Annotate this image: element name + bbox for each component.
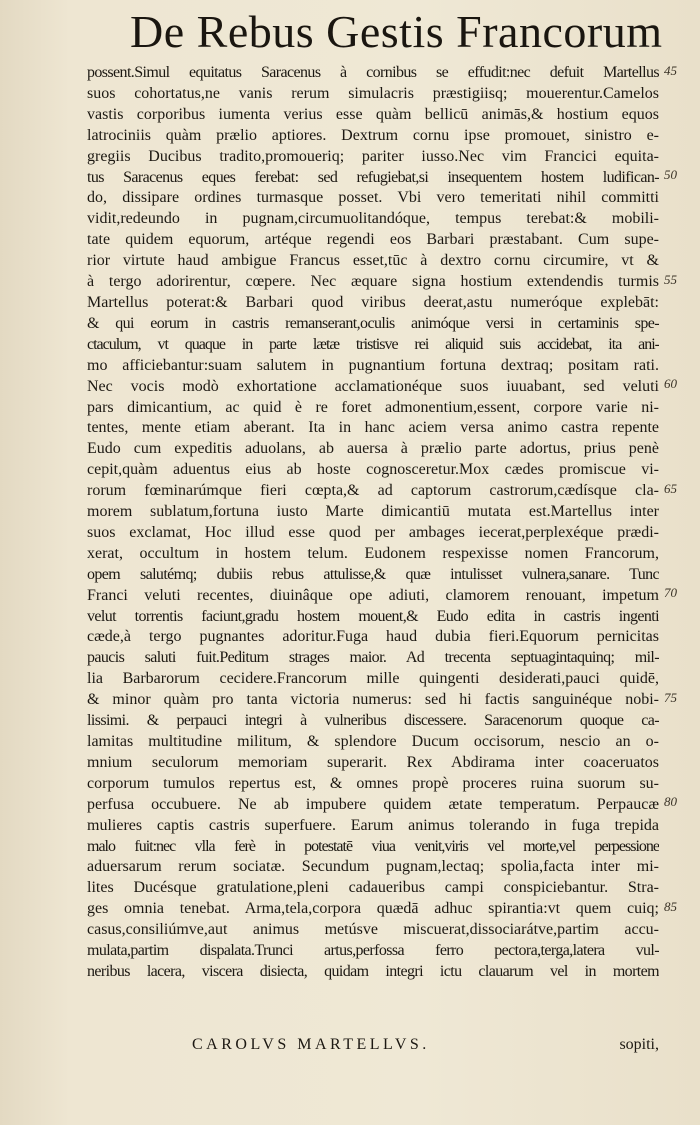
text-line: pars dimicantium, ac quid è re foret admonentium,essent, corpore varie ni- — [87, 398, 659, 416]
text-line: possent.Simul equitatus Saracenus à cornibus se effudit:nec defuit Martellus — [87, 64, 659, 81]
text-line: suos exclamat, Hoc illud esse quod per ambages iecerat,perplexéque prædi- — [87, 523, 659, 541]
text-line: mulata,partim dispalata.Trunci artus,perfossa ferro pectora,terga,latera vul- — [87, 942, 659, 960]
text-line: Eudo cum expeditis aduolans, ab auersa à prælio parte adortus, prius penè — [87, 440, 659, 458]
text-line: suos cohortatus,ne vanis rerum simulacris præstigiisq; mouerentur.Camelos — [87, 84, 659, 102]
text-line: à tergo adorirentur, cœpere. Nec æquare signa hostium extendendis turmis — [87, 273, 659, 291]
text-line: vidit,redeundo in pugnam,circumuolitandóque, tempus terebat:& mobili- — [87, 210, 659, 228]
text-line: perfusa occubuere. Ne ab impubere quidem ætate temperatum. Perpaucæ — [87, 795, 659, 813]
text-line: tus Saracenus eques ferebat: sed refugiebat,si insequentem hostem ludifican- — [87, 168, 659, 186]
margin-line-number: 70 — [664, 585, 677, 600]
margin-line-number: 75 — [664, 690, 677, 705]
text-line: tate quidem equorum, artéque regendi eos Barbari præstabant. Cum supe- — [87, 231, 659, 249]
page-title: De Rebus Gestis Francorum — [130, 6, 663, 57]
text-line: malo fuit:nec vlla ferè in potestatē viua venit,viris vel morte,vel perpessione — [87, 837, 659, 855]
text-line: mulieres captis castris superfuere. Earum animus tolerando in fuga trepida — [87, 816, 659, 834]
text-line: casus,consiliúmve,aut animus metúsve miscuerat,dissociarátve,partim accu- — [87, 921, 659, 939]
text-line: mnium seculorum memoriam superarit. Rex Abdirama inter coaceruatos — [87, 753, 659, 771]
text-line: morem sublatum,fortuna iusto Marte dimicantiū mutata est.Martellus inter — [87, 503, 659, 521]
margin-line-number: 60 — [664, 376, 677, 391]
text-line: velut torrentis faciunt,gradu hostem mouent,& Eudo edita in castris ingenti — [87, 607, 659, 625]
text-line: lia Barbarorum cecidere.Francorum mille quingenti desiderati,pauci quidē, — [87, 670, 659, 688]
text-line: Franci veluti recentes, diuinâque ope adiuti, clamorem renouant, impetum — [87, 586, 659, 604]
margin-line-number: 80 — [664, 794, 677, 809]
text-line: mo afficiebantur:suam salutem in pugnantium fortuna dextraq; positam rati. — [87, 356, 659, 374]
text-line: ctaculum, vt quaque in parte lætæ tristisve rei aliquid suis accidebat, ita ani- — [87, 335, 659, 353]
text-line: opem salutémq; dubiis rebus attulisse,& quæ intulisset vulnera,sanare. Tunc — [87, 565, 659, 583]
text-line: & minor quàm pro tanta victoria numerus: sed hi factis sanguinéque nobi- — [87, 691, 659, 709]
text-line: & qui eorum in castris remanserant,oculis animóque versi in certaminis spe- — [87, 314, 659, 332]
text-line: vastis corporibus iumenta verius esse quàm bellicū animās,& hostium equos — [87, 105, 659, 123]
margin-line-number: 85 — [664, 899, 677, 914]
text-line: latrociniis quàm prælio aptiores. Dextrum cornu ipse promouet, sinistro e- — [87, 126, 659, 144]
margin-line-number: 65 — [664, 481, 677, 496]
text-line: ges omnia tenebat. Arma,tela,corpora quædā adhuc spirantia:vt quem cuiq; — [87, 900, 659, 918]
text-line: neribus lacera, viscera disiecta, quidam integri ictu clauarum vel in mortem — [87, 962, 659, 980]
text-line: gregiis Ducibus tradito,promoueriq; pariter iusso.Nec vim Francici equita- — [87, 147, 659, 165]
margin-line-number: 50 — [664, 167, 677, 182]
body-text — [87, 63, 659, 983]
text-line: lamitas multitudine militum, & splendore Ducum occisorum, nescio an o- — [87, 733, 659, 750]
text-line: rorum fœminarúmque fieri cœpta,& ad captorum castrorum,cædísque cla- — [87, 482, 659, 500]
text-line: do, dissipare ordines turmasque posset. Vbi vero temeritati nihil committi — [87, 189, 659, 207]
text-line: lites Ducésque gratulatione,pleni cadaueribus campi conspiciebantur. Stra- — [87, 879, 659, 897]
catchword: sopiti, — [619, 1036, 659, 1053]
text-line: aduersarum rerum sociatæ. Secundum pugnam,lectaq; spolia,facta inter mi- — [87, 858, 659, 876]
text-line: xerat, occultum in hostem telum. Eudonem respexisse nomen Francorum, — [87, 544, 659, 562]
text-line: tentes, mente etiam aberant. Ita in hanc aciem versa animo castra repente — [87, 419, 659, 437]
margin-line-number: 45 — [664, 63, 677, 78]
text-line: lissimi. & perpauci integri à vulneribus discessere. Saracenorum quoque ca- — [87, 712, 659, 730]
text-line: Nec vocis modò exhortatione acclamationéque suos iuuabant, sed veluti — [87, 377, 659, 395]
text-line: rior virtute haud ambigue Francus esset,tūc à dextro cornu circumire, vt & — [87, 252, 659, 270]
running-title: CAROLVS MARTELLVS. — [192, 1036, 430, 1053]
page-footer — [87, 1036, 659, 1058]
text-line: corporum tumulos repertus est, & omnes propè proceres ruina suorum su- — [87, 774, 659, 792]
text-line: paucis saluti fuit.Peditum strages maior. Ad trecenta septuagintaquinq; mil- — [87, 649, 659, 667]
margin-line-number: 55 — [664, 272, 677, 287]
text-line: cepit,quàm aduentus eius ab hoste cognosceretur.Mox cædes promiscue vi- — [87, 461, 659, 479]
text-line: Martellus poterat:& Barbari quod viribus deerat,astu numeróque explebāt: — [87, 293, 659, 311]
text-line: cæde,à tergo pugnantes adoritur.Fuga haud dubia fieri.Equorum pernicitas — [87, 628, 659, 646]
